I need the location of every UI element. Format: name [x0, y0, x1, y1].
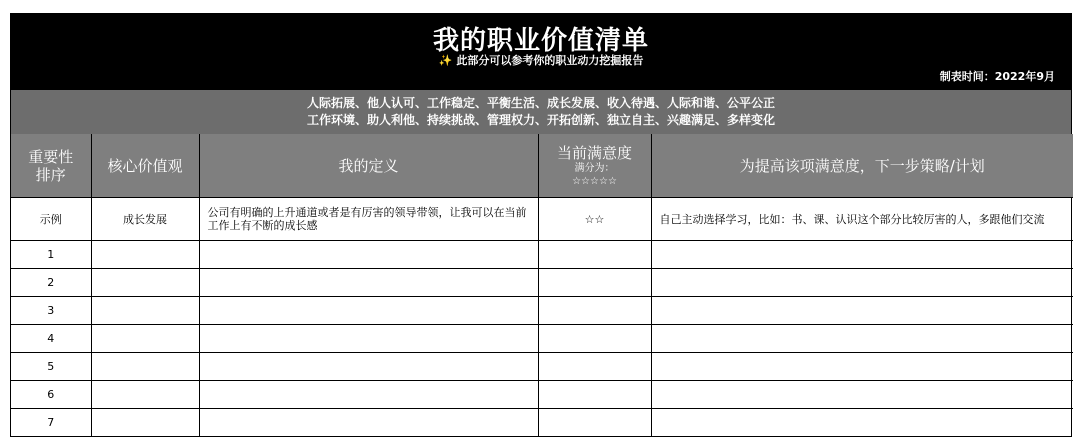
row-rank: 5 [11, 353, 91, 381]
row-core-value-cell[interactable] [91, 409, 199, 437]
row-definition-cell[interactable] [199, 297, 538, 325]
header-satisfaction-label: 当前满意度 [556, 143, 632, 162]
values-table [11, 134, 1073, 436]
row-rank: 2 [11, 269, 91, 297]
row-definition-cell[interactable] [199, 241, 538, 269]
row-definition-cell[interactable] [199, 409, 538, 437]
values-list-band [11, 89, 1071, 134]
row-satisfaction-cell[interactable] [538, 297, 651, 325]
row-rank: 7 [11, 409, 91, 437]
header-definition: 我的定义 [199, 134, 538, 198]
row-satisfaction-cell[interactable] [538, 269, 651, 297]
row-definition-cell[interactable] [199, 381, 538, 409]
header-satisfaction-sub: 满分为： [574, 162, 615, 174]
row-plan-cell[interactable] [651, 269, 1073, 297]
row-rank: 1 [11, 241, 91, 269]
table-header-row [11, 134, 1073, 198]
row-plan-cell[interactable] [651, 381, 1073, 409]
header-rank: 重要性排序 [11, 134, 91, 198]
table-row [11, 381, 1073, 409]
table-row [11, 241, 1073, 269]
example-row [11, 198, 1073, 241]
row-definition-cell[interactable] [199, 325, 538, 353]
example-rank: 示例 [11, 198, 91, 241]
row-plan-cell[interactable] [651, 409, 1073, 437]
table-date: 制表时间：2022年9月 [939, 70, 1055, 83]
row-definition-cell[interactable] [199, 353, 538, 381]
table-row [11, 297, 1073, 325]
page-title: 我的职业价值清单 [432, 26, 649, 56]
row-plan-cell[interactable] [651, 325, 1073, 353]
row-core-value-cell[interactable] [91, 269, 199, 297]
table-row [11, 409, 1073, 437]
row-core-value-cell[interactable] [91, 325, 199, 353]
row-satisfaction-cell[interactable] [538, 409, 651, 437]
header-plan: 为提高该项满意度，下一步策略/计划 [651, 134, 1073, 198]
row-rank: 3 [11, 297, 91, 325]
row-core-value-cell[interactable] [91, 241, 199, 269]
row-plan-cell[interactable] [651, 241, 1073, 269]
row-core-value-cell[interactable] [91, 297, 199, 325]
row-rank: 4 [11, 325, 91, 353]
subtitle [11, 52, 1071, 68]
row-plan-cell[interactable] [651, 353, 1073, 381]
row-rank: 6 [11, 381, 91, 409]
header-satisfaction [538, 134, 651, 198]
career-values-sheet [10, 13, 1072, 437]
row-satisfaction-cell[interactable] [538, 353, 651, 381]
example-plan: 自己主动选择学习，比如：书、课、认识这个部分比较厉害的人，多跟他们交流 [651, 198, 1073, 241]
row-satisfaction-cell[interactable] [538, 381, 651, 409]
sparkle-icon: ✨ [438, 54, 453, 67]
table-row [11, 325, 1073, 353]
title-band [11, 14, 1071, 89]
header-core-value: 核心价值观 [91, 134, 199, 198]
row-core-value-cell[interactable] [91, 353, 199, 381]
row-satisfaction-cell[interactable] [538, 241, 651, 269]
row-satisfaction-cell[interactable] [538, 325, 651, 353]
example-satisfaction: ☆☆ [538, 198, 651, 241]
row-definition-cell[interactable] [199, 269, 538, 297]
row-core-value-cell[interactable] [91, 381, 199, 409]
example-value: 成长发展 [91, 198, 199, 241]
subtitle-text: 此部分可以参考你的职业动力挖掘报告 [456, 54, 644, 67]
table-row [11, 269, 1073, 297]
header-satisfaction-stars: ☆☆☆☆☆ [572, 175, 617, 187]
values-line-2: 工作环境、助人利他、持续挑战、管理权力、开拓创新、独立自主、兴趣满足、多样变化 [306, 113, 775, 127]
values-line-1: 人际拓展、他人认可、工作稳定、平衡生活、成长发展、收入待遇、人际和谐、公平公正 [306, 96, 775, 110]
table-row [11, 353, 1073, 381]
example-definition: 公司有明确的上升通道或者是有厉害的领导带领，让我可以在当前工作上有不断的成长感 [199, 198, 538, 241]
row-plan-cell[interactable] [651, 297, 1073, 325]
